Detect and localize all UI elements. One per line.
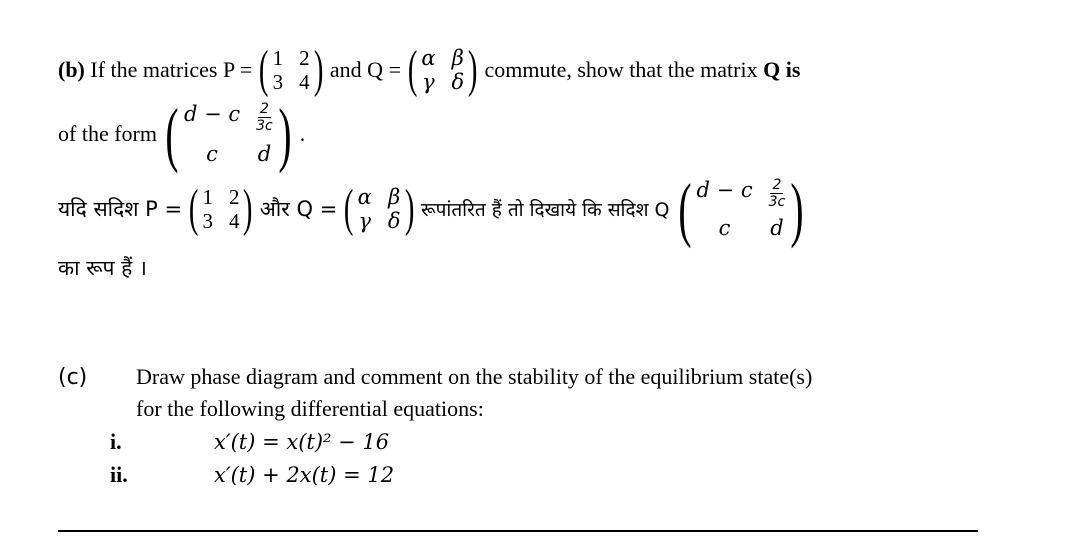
equation-i: x′(t) = x(t)² − 16: [214, 430, 390, 454]
matrix-p-hindi: ( 1 2 3 4 ): [189, 180, 253, 237]
text-and-q: and Q =: [329, 57, 401, 82]
hindi-text-3: का रूप हैं ।: [58, 256, 147, 280]
text-of-the-form: of the form: [58, 121, 157, 146]
matrix-form-hindi: ( d − c $\frac{2}{3c}$ c d ): [677, 169, 804, 249]
part-b-line-2: [58, 94, 306, 174]
hindi-line-2: [58, 252, 147, 284]
matrix-q-hindi: ( α β γ δ ): [344, 180, 414, 237]
hindi-line-1: [58, 169, 812, 249]
part-c-label: (c): [58, 364, 88, 390]
part-c-text-1: Draw phase diagram and comment on the stability of the equilibrium state(s): [136, 364, 813, 389]
text-commute: commute, show that the matrix: [484, 57, 758, 82]
matrix-q: ( α β γ δ ): [407, 41, 478, 98]
hindi-text-1: यदि सदिश P =: [58, 197, 183, 221]
matrix-p: ( 1 2 3 4 ): [259, 41, 324, 98]
part-b-line-1: [58, 41, 801, 98]
hindi-and: और Q =: [259, 197, 338, 221]
matrix-form: ( d − c $\frac{2}{3c}$ c d ): [165, 94, 292, 174]
text-q-is: Q is: [763, 57, 801, 82]
period: .: [299, 121, 306, 146]
text-if-matrices: If the matrices P =: [90, 57, 253, 82]
part-c-text-2: for the following differential equations:: [136, 396, 484, 421]
equation-ii: x′(t) + 2x(t) = 12: [214, 463, 395, 487]
item-ii-number: ii.: [110, 462, 128, 487]
part-b-label: (b): [58, 57, 85, 82]
hindi-text-2: रूपांतरित हैं तो दिखाये कि सदिश Q: [420, 199, 670, 221]
item-i-number: i.: [110, 429, 122, 454]
